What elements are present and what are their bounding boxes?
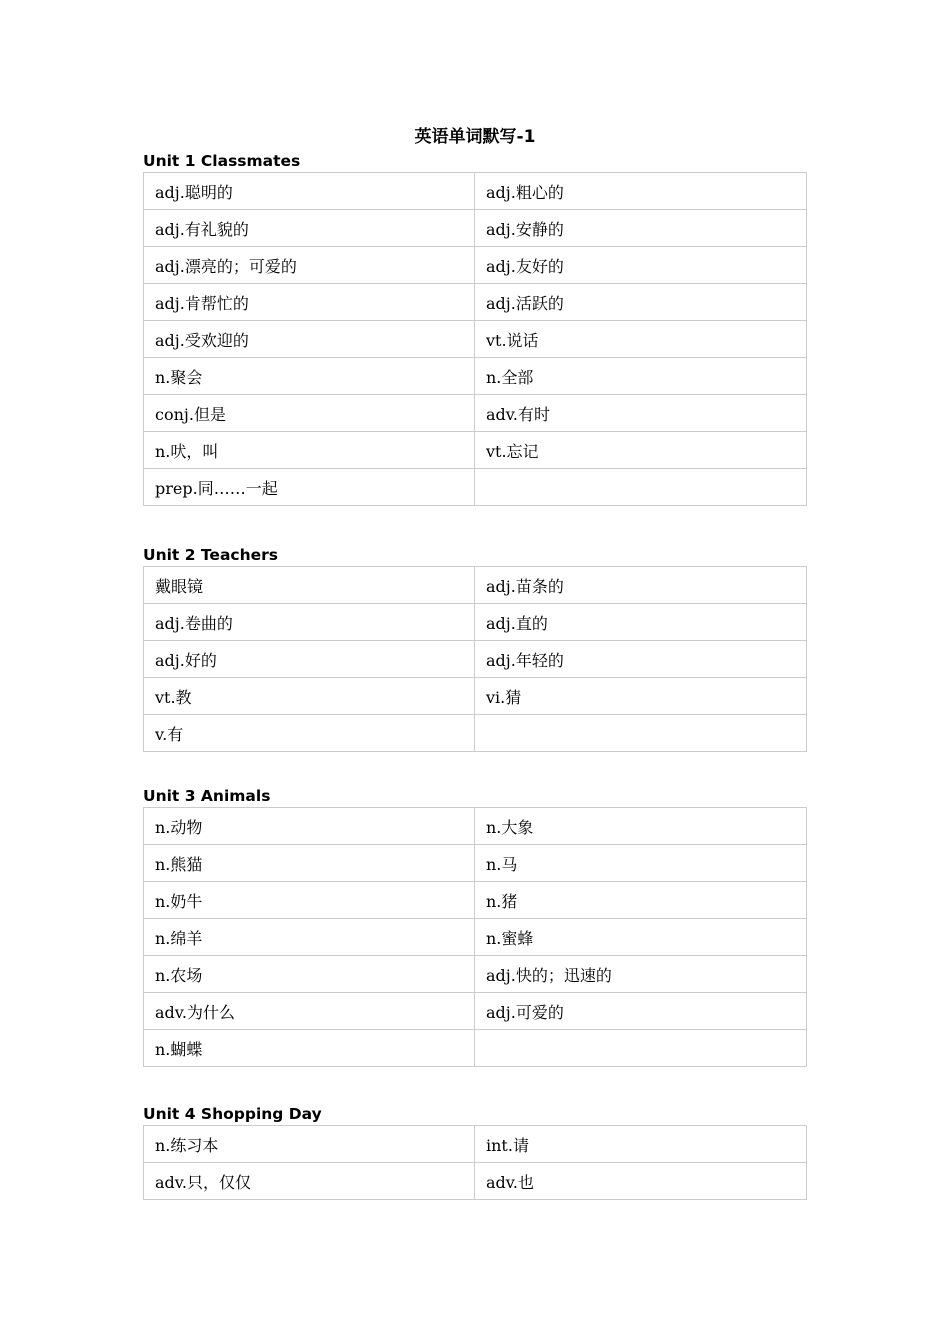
vocab-table (143, 172, 807, 506)
table-row (144, 1126, 807, 1163)
table-row (144, 808, 807, 845)
vocab-cell-right: adj.安静的 (475, 210, 807, 247)
unit-2-section (143, 544, 806, 752)
table-row (144, 321, 807, 358)
vocab-cell-right: adj.苗条的 (475, 567, 807, 604)
vocab-cell-right: int.请 (475, 1126, 807, 1163)
table-row (144, 715, 807, 752)
vocab-cell-left: prep.同……一起 (144, 469, 475, 506)
vocab-cell-left: adj.有礼貌的 (144, 210, 475, 247)
unit-heading: Unit 2 Teachers (143, 546, 279, 564)
table-row (144, 469, 807, 506)
unit-4-section (143, 1103, 806, 1200)
vocab-cell-right: vt.说话 (475, 321, 807, 358)
vocab-cell-left: n.聚会 (144, 358, 475, 395)
table-row (144, 284, 807, 321)
vocab-cell-left: n.熊猫 (144, 845, 475, 882)
vocab-cell-left: conj.但是 (144, 395, 475, 432)
table-row (144, 432, 807, 469)
vocab-cell-left: adj.漂亮的；可爱的 (144, 247, 475, 284)
unit-heading: Unit 4 Shopping Day (143, 1105, 322, 1123)
vocab-table (143, 566, 807, 752)
vocab-table (143, 1125, 807, 1200)
vocab-table (143, 807, 807, 1067)
vocab-cell-left: n.奶牛 (144, 882, 475, 919)
vocab-cell-right: vt.忘记 (475, 432, 807, 469)
vocab-cell-left: adj.卷曲的 (144, 604, 475, 641)
table-row (144, 1030, 807, 1067)
vocab-cell-right: adj.活跃的 (475, 284, 807, 321)
vocab-cell-right: adj.快的；迅速的 (475, 956, 807, 993)
vocab-cell-left: n.练习本 (144, 1126, 475, 1163)
vocab-cell-right: adv.有时 (475, 395, 807, 432)
vocab-cell-right: adj.直的 (475, 604, 807, 641)
vocab-cell-right (475, 469, 807, 506)
vocab-cell-right: vi.猜 (475, 678, 807, 715)
table-row (144, 358, 807, 395)
vocab-cell-right: adj.年轻的 (475, 641, 807, 678)
vocab-cell-right: adj.粗心的 (475, 173, 807, 210)
unit-3-section (143, 785, 806, 1067)
table-row (144, 993, 807, 1030)
vocab-cell-left: v.有 (144, 715, 475, 752)
unit-heading: Unit 3 Animals (143, 787, 271, 805)
vocab-cell-left: adj.肯帮忙的 (144, 284, 475, 321)
table-row (144, 956, 807, 993)
vocab-cell-right: n.大象 (475, 808, 807, 845)
page-title: 英语单词默写-1 (414, 127, 536, 147)
vocab-cell-left: adj.好的 (144, 641, 475, 678)
vocab-cell-right: adj.友好的 (475, 247, 807, 284)
vocab-cell-right: adj.可爱的 (475, 993, 807, 1030)
vocab-cell-right: n.马 (475, 845, 807, 882)
vocab-cell-right (475, 1030, 807, 1067)
vocab-cell-right: n.蜜蜂 (475, 919, 807, 956)
vocab-cell-left: n.蝴蝶 (144, 1030, 475, 1067)
vocab-cell-right: n.猪 (475, 882, 807, 919)
vocab-cell-left: n.绵羊 (144, 919, 475, 956)
table-row (144, 845, 807, 882)
vocab-cell-right: n.全部 (475, 358, 807, 395)
vocab-cell-left: 戴眼镜 (144, 567, 475, 604)
unit-1-section (143, 150, 806, 506)
table-row (144, 641, 807, 678)
unit-heading: Unit 1 Classmates (143, 152, 301, 170)
vocab-cell-left: n.吠，叫 (144, 432, 475, 469)
vocab-cell-right (475, 715, 807, 752)
table-row (144, 882, 807, 919)
vocab-cell-left: vt.教 (144, 678, 475, 715)
table-row (144, 395, 807, 432)
vocab-cell-left: adj.聪明的 (144, 173, 475, 210)
table-row (144, 604, 807, 641)
table-row (144, 678, 807, 715)
vocab-cell-left: n.农场 (144, 956, 475, 993)
vocab-cell-left: adj.受欢迎的 (144, 321, 475, 358)
table-row (144, 1163, 807, 1200)
table-row (144, 247, 807, 284)
vocab-cell-left: adv.只，仅仅 (144, 1163, 475, 1200)
table-row (144, 210, 807, 247)
table-row (144, 919, 807, 956)
table-row (144, 567, 807, 604)
vocab-cell-right: adv.也 (475, 1163, 807, 1200)
vocab-cell-left: adv.为什么 (144, 993, 475, 1030)
vocab-cell-left: n.动物 (144, 808, 475, 845)
table-row (144, 173, 807, 210)
